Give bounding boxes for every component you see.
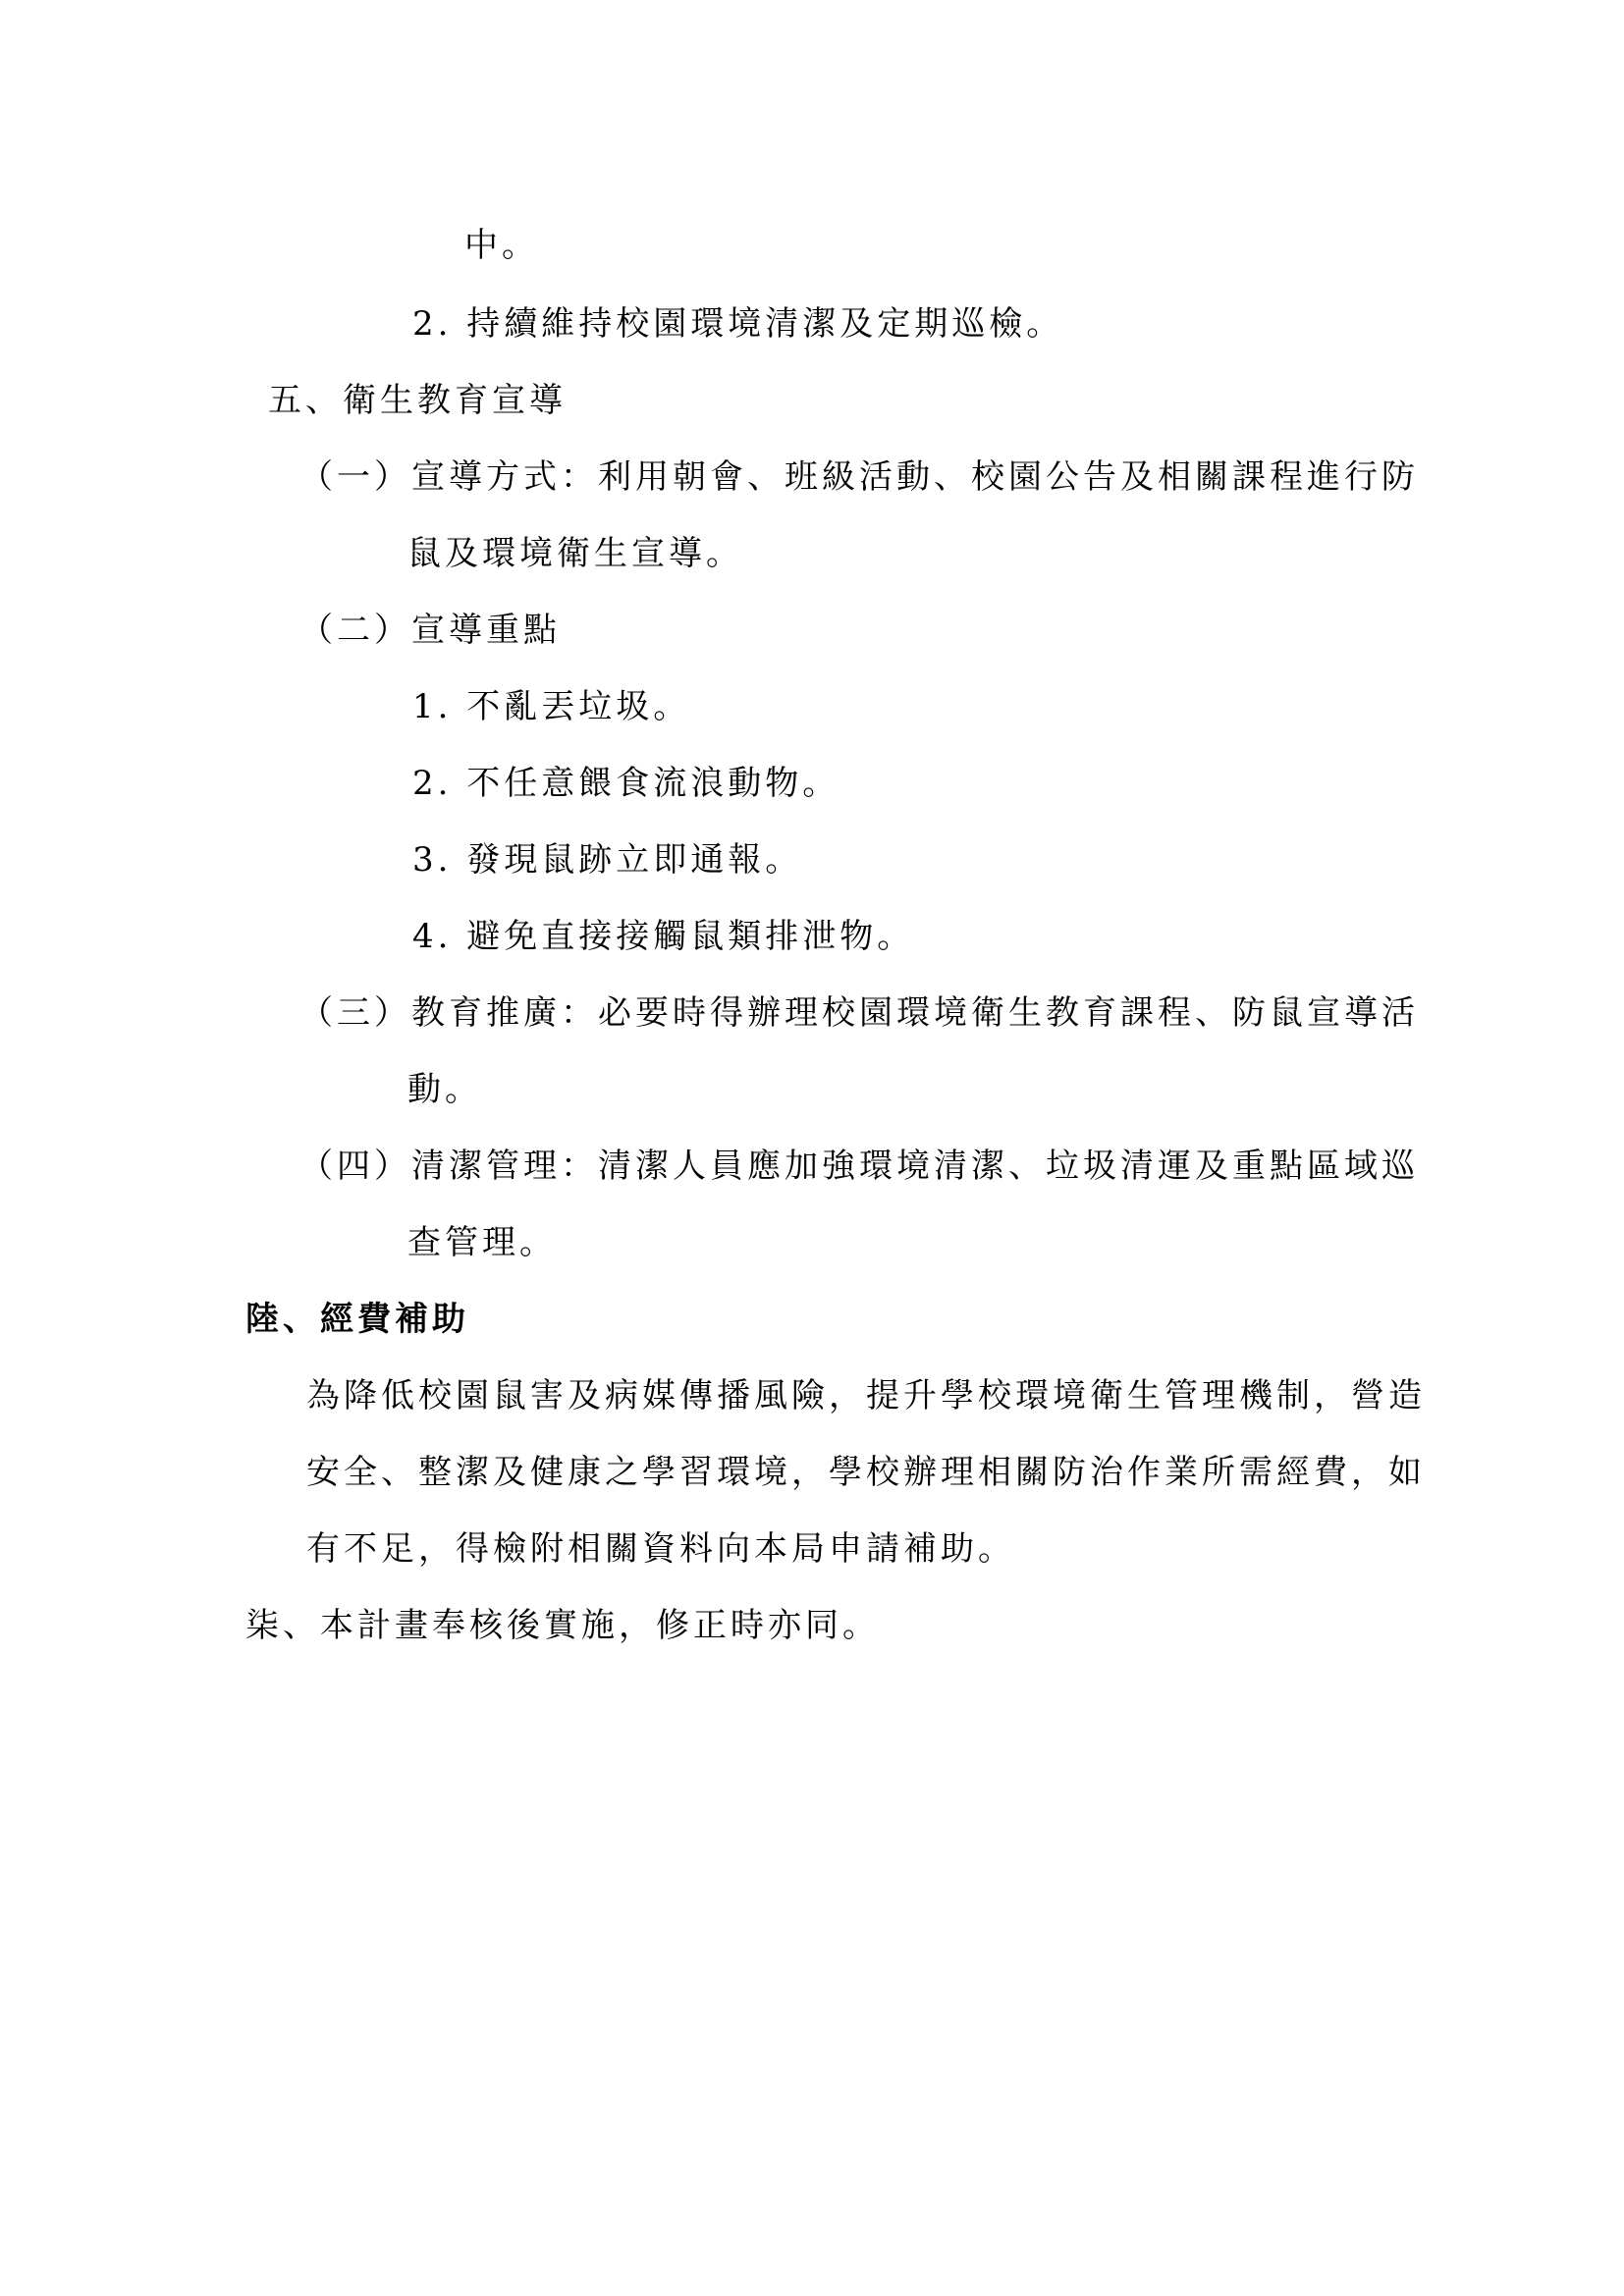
- list-item: 4. 避免直接接觸鼠類排泄物。: [412, 917, 915, 956]
- subsection-item: （二）宣導重點: [299, 611, 561, 650]
- section-heading: 五、衛生教育宣導: [268, 381, 567, 420]
- text-line: 動。: [407, 1070, 482, 1109]
- text-line: 中。: [464, 226, 539, 265]
- section-heading: 陸、經費補助: [245, 1300, 469, 1339]
- text-line: 查管理。: [407, 1223, 557, 1262]
- paragraph-line: 安全、整潔及健康之學習環境，學校辦理相關防治作業所需經費，如: [306, 1453, 1426, 1492]
- list-item: 3. 發現鼠跡立即通報。: [412, 840, 803, 880]
- subsection-item: （四）清潔管理：清潔人員應加強環境清潔、垃圾清運及重點區域巡: [299, 1147, 1419, 1186]
- subsection-item: （一）宣導方式：利用朝會、班級活動、校園公告及相關課程進行防: [299, 457, 1419, 497]
- paragraph-line: 為降低校園鼠害及病媒傳播風險，提升學校環境衛生管理機制，營造: [306, 1376, 1426, 1415]
- list-item: 1. 不亂丟垃圾。: [412, 687, 691, 726]
- paragraph-line: 有不足，得檢附相關資料向本局申請補助。: [306, 1529, 1015, 1569]
- subsection-item: （三）教育推廣：必要時得辦理校園環境衛生教育課程、防鼠宣導活: [299, 993, 1419, 1033]
- text-line: 鼠及環境衛生宣導。: [407, 534, 743, 573]
- list-item: 2. 持續維持校園環境清潔及定期巡檢。: [412, 304, 1064, 344]
- section-heading: 柒、本計畫奉核後實施，修正時亦同。: [245, 1606, 880, 1645]
- list-item: 2. 不任意餵食流浪動物。: [412, 764, 840, 803]
